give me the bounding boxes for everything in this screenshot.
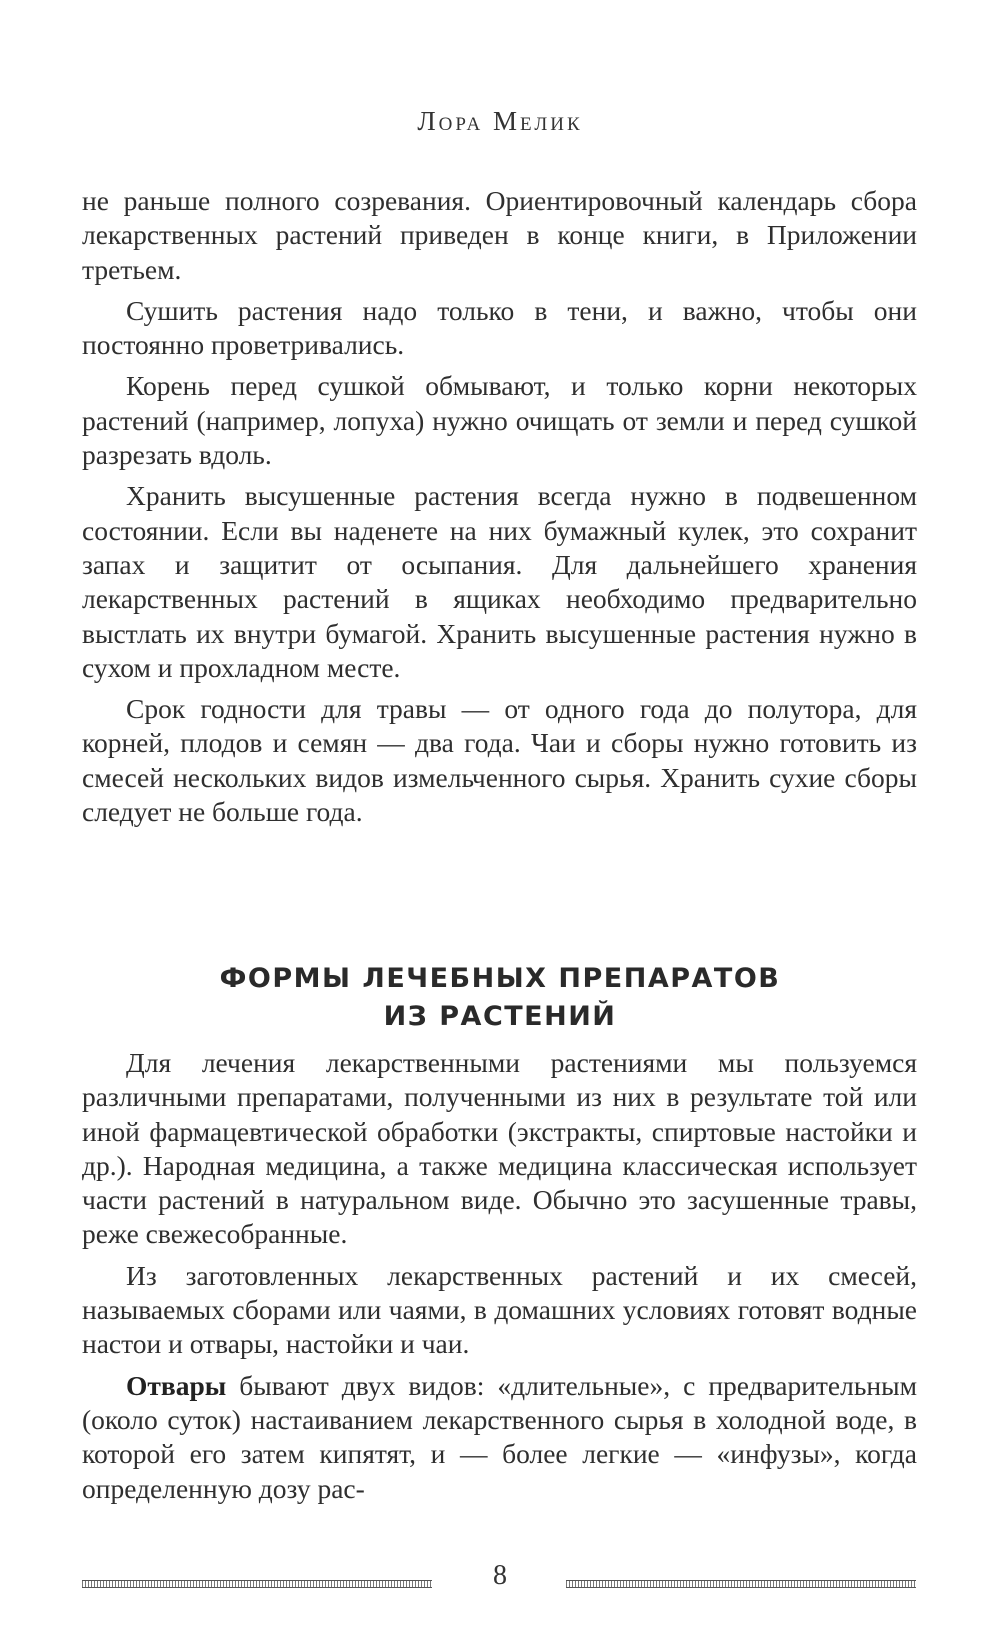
term-bold: Отвары — [126, 1369, 227, 1401]
section-heading — [0, 960, 1000, 1036]
running-head: Лора Мелик — [417, 106, 583, 136]
paragraph: Из заготовленных лекарственных растений и их смесей, называемых сборами или чаями, в домашних условиях готовят водные настои и отвары, настойки и чаи. — [82, 1259, 917, 1360]
paragraph: не раньше полного созревания. Ориентировочный календарь сбора лекарственных растений приведен в конце книги, в Приложении третьем. — [82, 185, 917, 285]
section-heading-line-1: ФОРМЫ ЛЕЧЕБНЫХ ПРЕПАРАТОВ — [219, 963, 781, 994]
text-block-storage — [82, 184, 917, 836]
paragraph-rest: бывают двух видов: «длительные», с предварительным (около суток) настаиванием лекарственного сырья в холодной воде, в которой его затем кипятят, и — более легкие — «инфузы», когда определенную дозу рас- — [82, 1369, 917, 1504]
paragraph: Для лечения лекарственными растениями мы пользуемся различными препаратами, полученными из них в результате той или иной фармацевтической обработки (экстракты, спиртовые настойки и др.). Народная медицина, а также медицина классическая использует части растений в натуральном виде. Обычно это засушенные травы, реже свежесобранные. — [82, 1047, 917, 1250]
paragraph-decoctions — [82, 1369, 917, 1506]
paragraph: Корень перед сушкой обмывают, и только корни некоторых растений (например, лопуха) нужно очищать от земли и перед сушкой разрезать вдоль. — [82, 370, 917, 471]
section-heading-line-2: ИЗ РАСТЕНИЙ — [383, 1001, 617, 1032]
page-number: 8 — [493, 1560, 507, 1591]
paragraph: Сушить растения надо только в тени, и важно, чтобы они постоянно проветривались. — [82, 294, 917, 361]
paragraph: Срок годности для травы — от одного года до полутора, для корней, плодов и семян — два года. Чаи и сборы нужно готовить из смесей нескольких видов измельченного сырья. Хранить сухие сборы следует не больше года. — [82, 693, 917, 828]
text-block-forms — [82, 1046, 917, 1513]
paragraph: Хранить высушенные растения всегда нужно в подвешенном состоянии. Если вы наденете на них бумажный кулек, это сохранит запах и защитит от осыпания. Для дальнейшего хранения лекарственных растений в ящиках необходимо предварительно выстлать их внутри бумагой. Хранить высушенные растения нужно в сухом и прохладном месте. — [82, 480, 917, 683]
page-footer — [0, 1558, 1000, 1598]
footer-rule-left — [82, 1580, 432, 1588]
footer-rule-right — [566, 1580, 916, 1588]
